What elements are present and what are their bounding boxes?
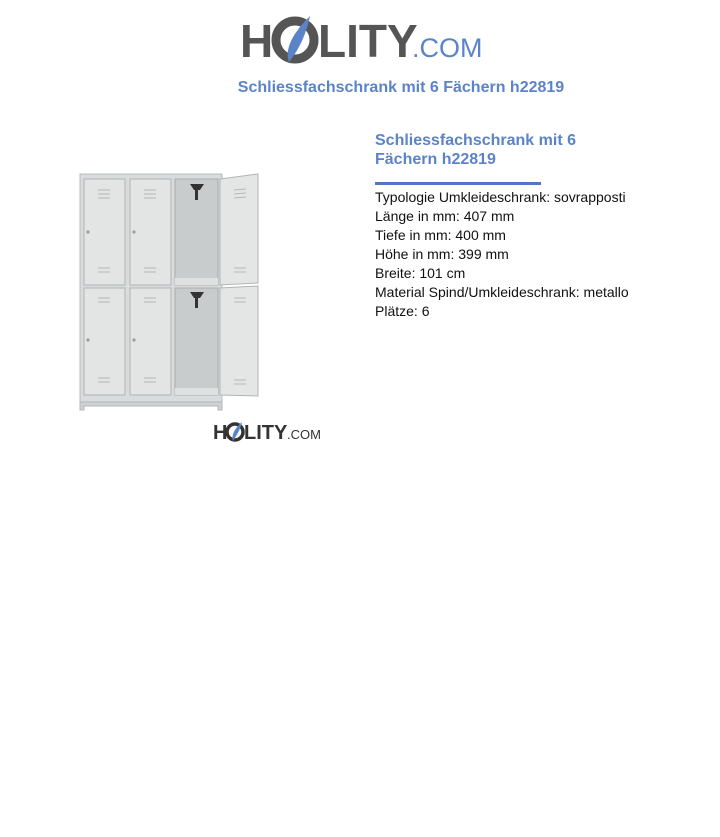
spec-breite: Breite: 101 cm	[375, 265, 466, 281]
spec-typologie: Typologie Umkleideschrank: sovrapposti	[375, 189, 626, 205]
holity-logo-small	[213, 419, 331, 445]
page-title	[0, 79, 720, 97]
spec-material: Material Spind/Umkleideschrank: metallo	[375, 284, 629, 300]
logo-suffix-com: .COM	[412, 33, 483, 63]
spec-plaetze: Plätze: 6	[375, 303, 430, 319]
logo-small-o-icon	[227, 422, 243, 441]
holity-logo[interactable]	[240, 10, 490, 68]
product-heading-line1: Schliessfachschrank mit 6	[375, 132, 576, 149]
heading-divider	[375, 182, 541, 185]
logo-small-suffix-com: .COM	[287, 427, 321, 442]
logo-word-lity: LITY	[318, 15, 418, 67]
logo-letter-h: H	[240, 15, 274, 67]
product-heading-line2: Fächern h22819	[375, 151, 496, 168]
spec-hoehe: Höhe in mm: 399 mm	[375, 246, 509, 262]
product-heading	[375, 131, 705, 169]
product-info	[375, 131, 705, 321]
spec-tiefe: Tiefe in mm: 400 mm	[375, 227, 506, 243]
logo-small-letter-h: H	[213, 422, 228, 444]
locker-cabinet-image	[74, 168, 274, 416]
logo-small-word-lity: LITY	[244, 422, 288, 444]
logo-o-icon	[276, 16, 314, 62]
spec-laenge: Länge in mm: 407 mm	[375, 208, 515, 224]
page-title-text: Schliessfachschrank mit 6 Fächern h22819	[237, 79, 565, 96]
